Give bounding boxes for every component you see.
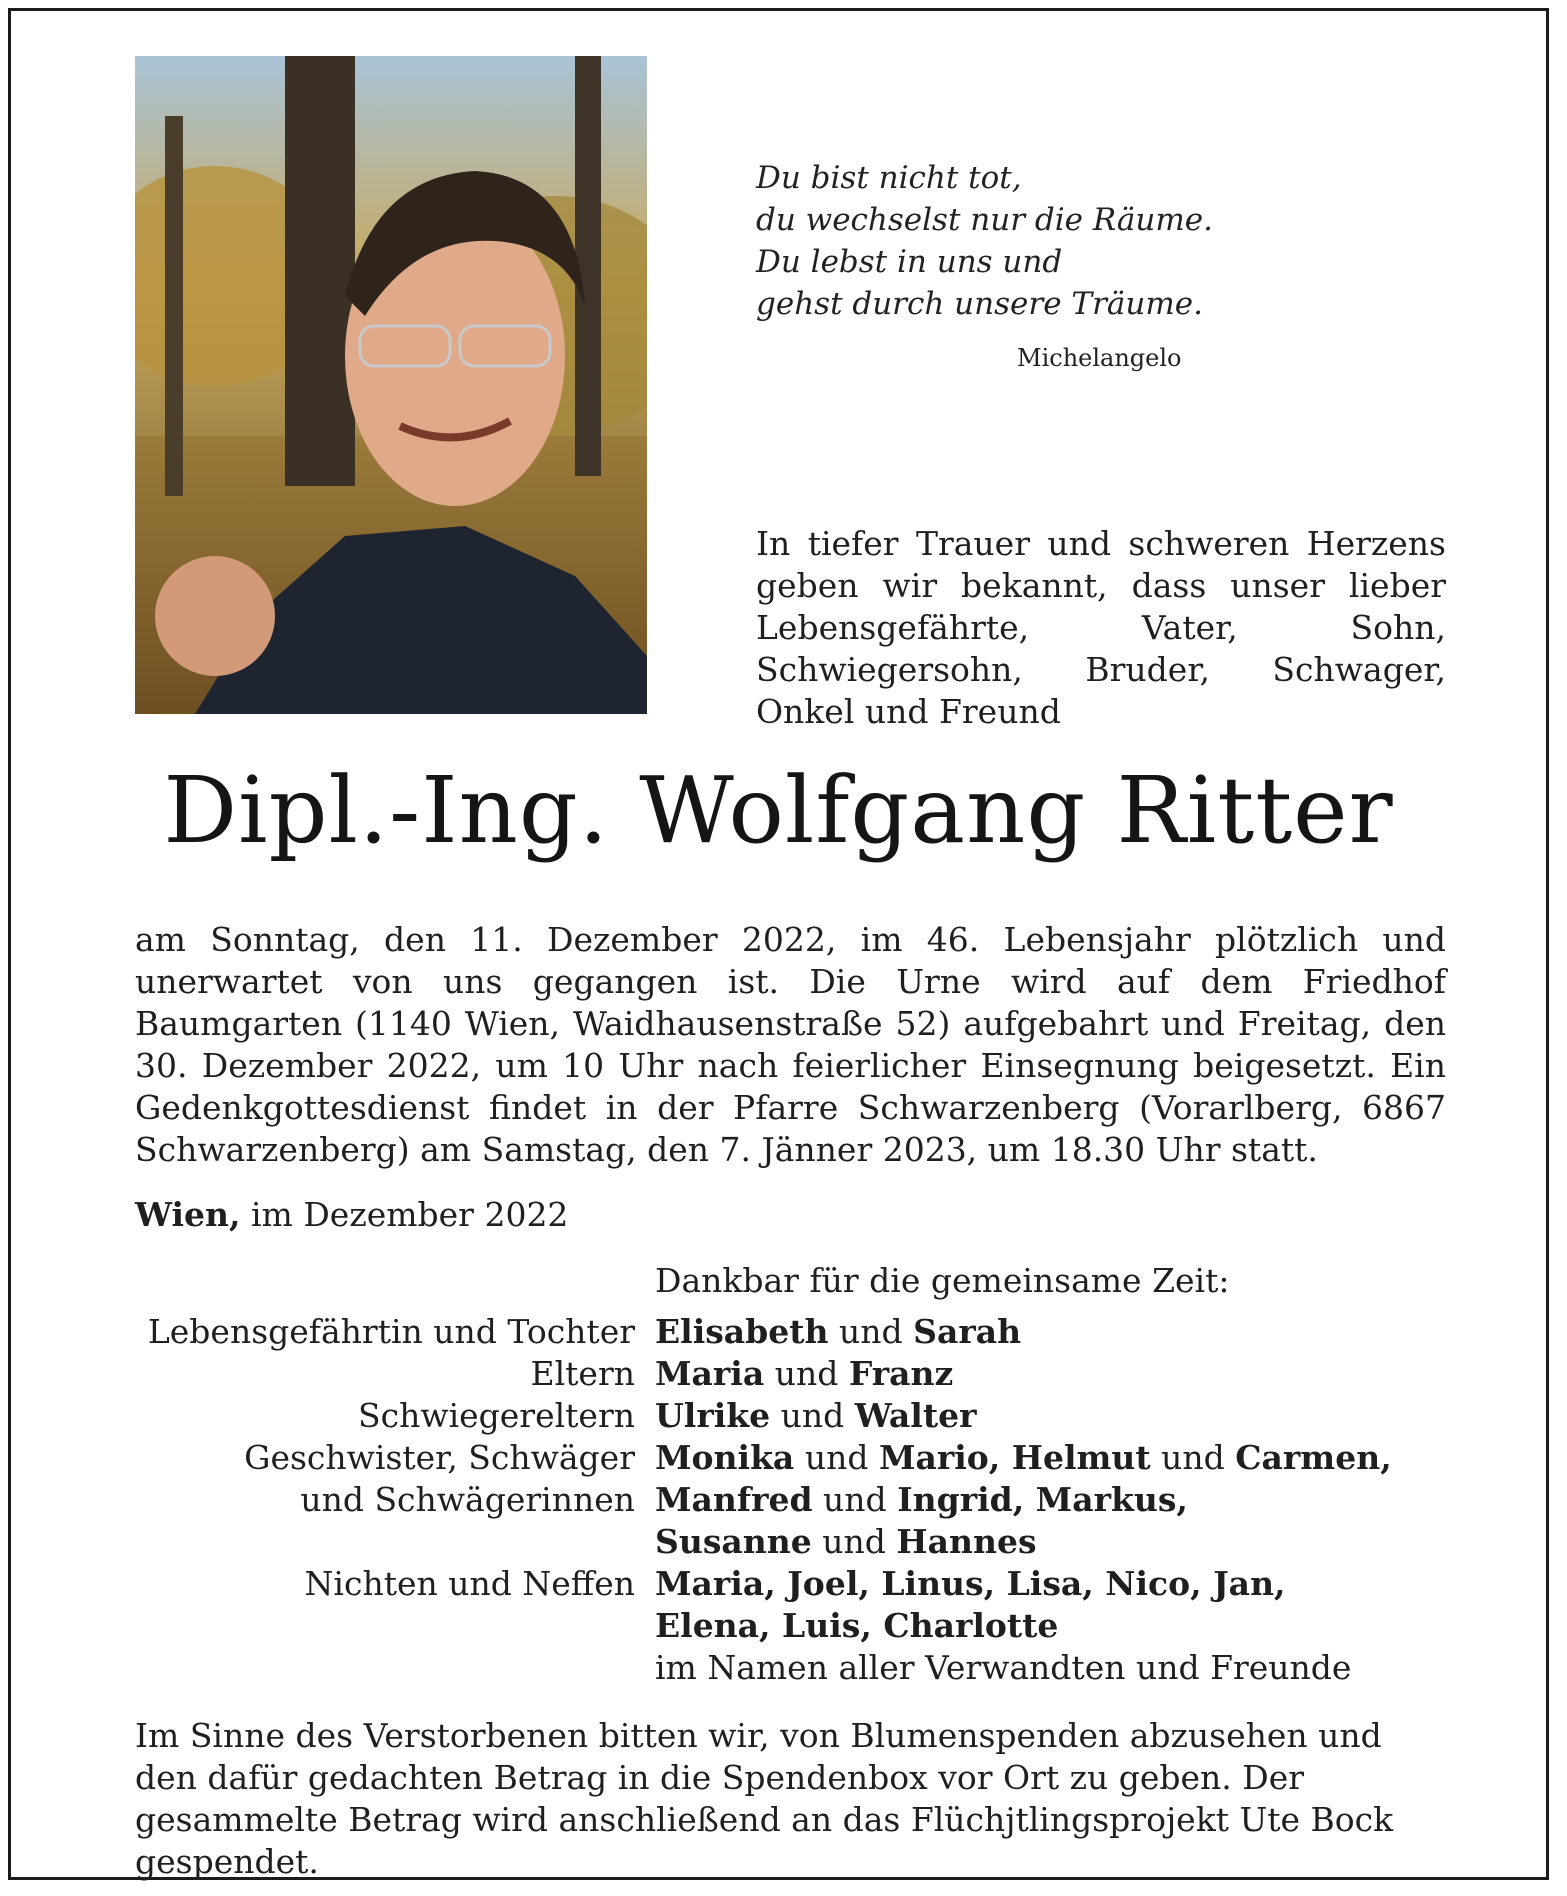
family-connector: und: [812, 1480, 898, 1519]
family-row: [135, 1479, 1446, 1521]
family-row: [135, 1353, 1446, 1395]
family-row: [135, 1563, 1446, 1605]
family-member-name: Mario, Helmut: [878, 1438, 1151, 1477]
family-member-name: Carmen,: [1235, 1438, 1392, 1477]
family-names: [655, 1647, 1446, 1689]
family-member-name: Elisabeth: [655, 1312, 829, 1351]
family-list: [135, 1311, 1446, 1689]
family-member-name: Ulrike: [655, 1396, 771, 1435]
portrait-image: [135, 56, 647, 714]
quote-line: Du bist nicht tot,: [756, 160, 1022, 196]
family-member-name: Monika: [655, 1438, 795, 1477]
family-row: [135, 1605, 1446, 1647]
quote-author: Michelangelo: [1017, 344, 1182, 372]
family-connector: und: [828, 1312, 914, 1351]
family-connector: im Namen aller Verwandten und Freunde: [655, 1648, 1352, 1687]
family-names: [655, 1353, 1446, 1395]
obituary-page: [8, 8, 1549, 1880]
family-member-name: Elena, Luis, Charlotte: [655, 1606, 1059, 1645]
family-relation-label: und Schwägerinnen: [300, 1480, 635, 1519]
family-relation-label: [135, 1647, 655, 1689]
family-row: [135, 1437, 1446, 1479]
family-relation-label: Lebensgefährtin und Tochter: [147, 1312, 635, 1351]
thanks-line: Dankbar für die gemeinsame Zeit:: [655, 1261, 1230, 1300]
family-member-name: Ingrid, Markus,: [897, 1480, 1188, 1519]
family-connector: und: [764, 1354, 849, 1393]
quote: [756, 157, 1226, 325]
quote-line: gehst durch unsere Träume.: [756, 286, 1203, 322]
portrait-photo: [135, 56, 647, 714]
family-relation-label: [135, 1605, 655, 1647]
place-date: [135, 1195, 568, 1234]
announcement-text: am Sonntag, den 11. Dezember 2022, im 46. Lebensjahr plötzlich und unerwartet von uns gegangen ist. Die Urne wird auf dem Friedhof Baumgarten (1140 Wien, Waidhausenstraße 52) aufgebahrt und Freitag, den 30. Dezember 2022, um 10 Uhr nach feierlicher Einsegnung beigesetzt. Ein Gedenkgottesdienst findet in der Pfarre Schwarzenberg (Vorarlberg, 6867 Schwarzenberg) am Samstag, den 7. Jänner 2023, um 18.30 Uhr statt.: [135, 920, 1446, 1169]
family-names: [655, 1311, 1446, 1353]
intro-text: In tiefer Trauer und schweren Herzens geben wir bekannt, dass unser lieber Lebensgefährte, Vater, Sohn, Schwiegersohn, Bruder, Schwager, Onkel und Freund: [756, 524, 1446, 731]
family-names: [655, 1437, 1446, 1479]
closing-text: Im Sinne des Verstorbenen bitten wir, von Blumenspenden abzusehen und den dafür gedachten Betrag in die Spendenbox vor Ort zu geben. Der gesammelte Betrag wird anschließend an das Flüchjtlingsprojekt Ute Bock gespendet.: [135, 1716, 1394, 1881]
family-relation-label: Geschwister, Schwäger: [244, 1438, 635, 1477]
family-row: [135, 1521, 1446, 1563]
family-relation-label: Schwiegereltern: [357, 1396, 635, 1435]
family-row: [135, 1395, 1446, 1437]
family-member-name: Maria, Joel, Linus, Lisa, Nico, Jan,: [655, 1564, 1286, 1603]
family-relation-label: [135, 1521, 655, 1563]
family-relation-label: Eltern: [530, 1354, 635, 1393]
family-names: [655, 1605, 1446, 1647]
place-date-text: im Dezember 2022: [251, 1195, 569, 1234]
family-relation-label: Nichten und Neffen: [304, 1564, 635, 1603]
family-connector: und: [770, 1396, 855, 1435]
family-connector: und: [1150, 1438, 1236, 1477]
family-names: [655, 1479, 1446, 1521]
place-city: Wien,: [135, 1195, 241, 1234]
family-names: [655, 1395, 1446, 1437]
family-names: [655, 1563, 1446, 1605]
family-row: [135, 1311, 1446, 1353]
quote-line: du wechselst nur die Räume.: [756, 202, 1213, 238]
family-member-name: Franz: [848, 1354, 954, 1393]
family-member-name: Walter: [854, 1396, 977, 1435]
family-member-name: Manfred: [655, 1480, 813, 1519]
deceased-name: Dipl.-Ing. Wolfgang Ritter: [163, 757, 1394, 864]
family-connector: und: [794, 1438, 879, 1477]
quote-line: Du lebst in uns und: [756, 244, 1063, 280]
family-row: [135, 1647, 1446, 1689]
family-member-name: Sarah: [913, 1312, 1022, 1351]
family-connector: und: [811, 1522, 897, 1561]
family-names: [655, 1521, 1446, 1563]
family-member-name: Susanne: [655, 1522, 812, 1561]
family-member-name: Hannes: [896, 1522, 1037, 1561]
family-member-name: Maria: [655, 1354, 765, 1393]
